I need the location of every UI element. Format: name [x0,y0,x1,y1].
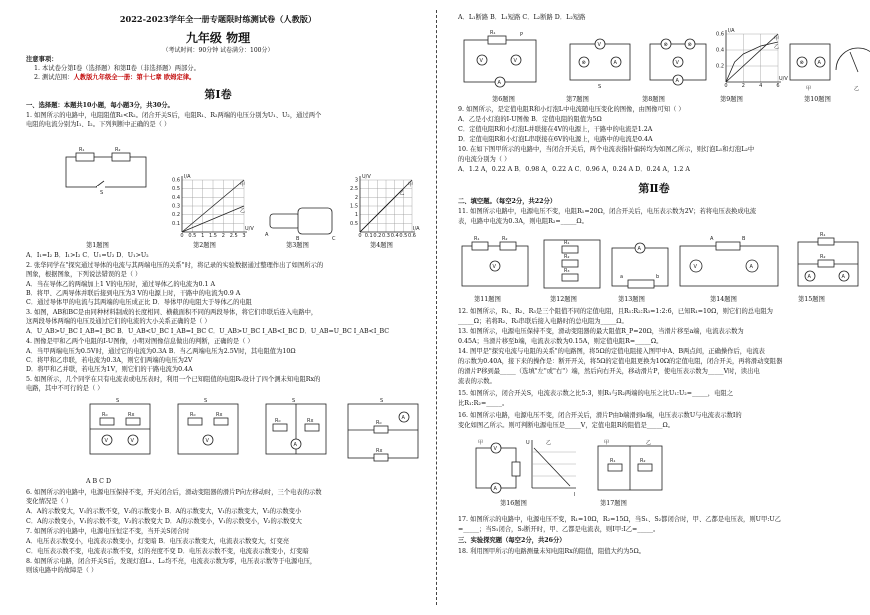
svg-text:R₀: R₀ [190,412,196,418]
q5-circuits [80,394,420,476]
svg-text:V: V [492,264,496,270]
x-axis-label: I/A [413,226,420,232]
y-tick-label: 0.5 [350,220,358,227]
x-tick-label: 0 [358,233,362,239]
svg-text:S: S [598,84,602,90]
q13-line-b: 0.45A；当滑片移至b端，电流表示数为0.15A，则定值电阻R=_____Ω。 [458,338,663,345]
q7-option-cd: C．电压表示数不变，电流表示数不变，灯的亮度不变 D．电压表示数不变，电流表示数变小，灯变暗 [26,548,309,555]
fig17-circuit [598,439,662,490]
x-tick-label: 6 [776,83,780,89]
svg-text:A: A [493,486,497,492]
fig7-circuit [570,39,630,90]
q13-line-a: 13. 如图所示，电源电压保持不变，滑动变阻器的最大阻值R_P=20Ω，当滑片移至a端，电流表示数为 [458,328,744,335]
fig17-caption: 第17题图 [600,500,627,507]
svg-text:R₀: R₀ [275,418,281,424]
series-label: 乙 [774,44,780,50]
q9-option-ab: A．乙是小灯泡的I-U图像 B．定值电阻的阻值为5Ω [458,116,602,123]
svg-text:R₀: R₀ [376,420,382,426]
resistor-r1 [76,153,94,161]
svg-text:⊗: ⊗ [799,60,804,66]
fig11-circuit [462,236,528,286]
fig6-circuit [464,30,536,87]
y-tick-label: 0.6 [716,31,724,38]
svg-text:R₀: R₀ [102,412,108,418]
conductor-ab [270,214,300,228]
y-tick-label: 1.5 [350,203,358,210]
section3-heading: 三、实验探究题（每空2分，共26分） [458,537,566,544]
svg-text:乙: 乙 [646,440,652,446]
svg-text:S: S [204,398,208,404]
fig11-caption: 第11题图 [474,296,501,303]
svg-text:A: A [401,415,405,421]
q4-option-d: D．将甲和乙并联，若电压为1V，则它们的干路电流为0.4A [26,366,193,373]
y-tick-label: 0.4 [172,194,180,201]
fig2-caption: 第2题图 [193,242,216,249]
fig14-circuit [680,236,778,286]
q15-line-a: 15. 如图所示，闭合开关S，电流表示数之比5:3，则R₁与R₂两端的电压之比U₁:U₂=_____，电阻之 [458,390,733,397]
svg-text:R₂: R₂ [502,236,508,242]
svg-text:A: A [817,60,821,66]
svg-text:a: a [620,274,624,280]
svg-text:Rx: Rx [307,418,314,424]
conductor-bc [298,208,332,234]
fig6-caption: 第6题图 [492,96,515,103]
svg-text:R₁: R₁ [490,30,496,36]
fig13-caption: 第13题图 [618,296,645,303]
y-tick-label: 0.4 [716,47,724,54]
svg-text:P: P [520,32,524,38]
q5-option-labels: A B C D [86,478,112,485]
series-line-乙 [360,189,403,232]
fig15-circuit [798,232,858,286]
q6-option-ab: A．A的示数变大，V₁的示数不变，V₂的示数变小 B．A的示数变大，V₁的示数变大，V₂的示数变小 [26,508,302,515]
q10-line-b: 的电流分别为（ ） [458,156,511,163]
svg-text:⊗: ⊗ [581,60,586,66]
svg-text:R₁: R₁ [610,458,616,464]
series-line-甲 [726,34,778,82]
fig16-caption: 第16题图 [500,500,527,507]
x-tick-label: 0.6 [408,233,416,239]
series-label: 甲 [774,36,780,42]
fig7-caption: 第7题图 [566,96,589,103]
q4-option-ab: A．当甲两端电压为0.5V时，通过它的电流为0.3A B．当乙两端电压为2.5V时，其电阻值为10Ω [26,348,296,355]
svg-text:B: B [742,236,746,242]
svg-text:V: V [205,438,209,444]
fig14-caption: 第14题图 [710,296,737,303]
q2-line-b: 图象，根据图象，下列说法错误的是（ ） [26,271,142,278]
svg-text:A: A [841,274,845,280]
series-label: 甲 [408,182,414,188]
x-tick-label: 0.4 [390,233,399,239]
fig12-caption: 第12题图 [550,296,577,303]
resistor-r2 [112,153,130,161]
fig16-graph [526,439,576,498]
svg-text:V: V [693,264,697,270]
fig8-caption: 第8题图 [642,96,665,103]
svg-text:V: V [513,58,517,64]
svg-text:V: V [479,58,483,64]
fig4-chart [348,172,420,242]
q16-line-b: 变化如图乙所示。则可判断电源电压是_____V，定值电阻R的阻值是_____Ω。 [458,422,675,429]
fig15-caption: 第15题图 [798,296,825,303]
svg-text:R₂: R₂ [820,254,826,260]
series-label: 乙 [240,208,246,214]
q7-line-a: 7. 如图所示的电路中，电源电压恒定不变，当开关S闭合时 [26,528,190,535]
svg-text:B: B [296,236,300,242]
q14-line-b: 的示数为0.40A，接下来的操作是：断开开关，将5Ω的定值电阻更换为10Ω的定值电阻，闭合开关，再将滑动变阻器 [458,358,783,365]
svg-text:C: C [332,236,336,242]
series-label: 甲 [240,182,246,188]
q6-option-cd: C．A的示数变小，V₁的示数不变，V₂的示数变大 D．A的示数变小，V₁的示数变小，V₂的示数变大 [26,518,302,525]
svg-text:甲: 甲 [604,440,610,446]
x-tick-label: 0.1 [364,233,373,239]
q17-line-b: =_____；当S₁闭合，S₂断开时，甲、乙都是电流表，则I甲:I乙=_____。 [458,526,660,533]
q9-option-c: C．定值电阻R和小灯泡L并联接在4V的电源上，干路中的电流是1.2A [458,126,653,133]
svg-text:Rx: Rx [216,412,223,418]
ammeter-needle [850,52,858,72]
svg-text:A: A [265,232,269,238]
note-1: 1. 本试卷分第Ⅰ卷（选择题）和第Ⅱ卷（非选择题）两部分。 [34,65,200,72]
q6-line-b: 变化情况是（ ） [26,498,73,505]
fig9-chart [714,26,786,92]
q2-option-cd: C．通过导体甲的电流与其两端的电压成正比 D．导体甲的电阻大于导体乙的电阻 [26,299,252,306]
y-tick-label: 0.1 [172,220,180,227]
svg-text:S: S [292,398,296,404]
x-tick-label: 0 [180,233,184,239]
fig3-caption: 第3题图 [286,242,309,249]
q12-line-a: 12. 如图所示，R₁、R₂、R₃是三个阻值不同的定值电阻，且R₁:R₂:R₃=1:2:6，已知R₁=10Ω，则它们的总电阻为 [458,308,773,315]
x-tick-label: 0.3 [382,233,390,239]
q4-option-c: C．将甲和乙串联，若电流为0.3A，则它们两端的电压为2V [26,357,193,364]
y-tick-label: 2.5 [350,186,358,193]
q5-circuit-d [348,398,418,461]
svg-text:V: V [493,446,497,452]
q11-line-b: 表，电路中电流为0.3A，则电阻R₂=_____Ω。 [458,218,588,225]
svg-text:A: A [710,236,714,242]
part1-heading: 第Ⅰ卷 [204,88,232,101]
x-tick-label: 2 [741,83,745,89]
q5-circuit-b [178,398,238,454]
fig8-circuit [650,39,706,85]
x-tick-label: 1 [201,233,205,239]
x-tick-label: 0.5 [188,233,197,239]
svg-text:b: b [656,274,660,280]
figs-11-to-15 [458,232,868,294]
svg-text:甲: 甲 [806,86,812,92]
q8-options: A．L₁断路 B．L₁短路 C．L₂断路 D．L₂短路 [458,14,586,21]
q17-line-a: 17. 如图所示的电路中，电源电压不变，R₁=10Ω，R₂=15Ω，当S₁、S₂都闭合时，甲、乙都是电压表，则U甲:U乙 [458,516,781,523]
svg-text:S: S [116,398,120,404]
q2-line-a: 2. 张华同学在"探究通过导体的电流与其两端电压的关系"时，将记录的实验数据通过整理作出了如图所示的 [26,262,324,269]
q1-options: A．I₁=I₂ B．I₁>I₂ C．U₁=U₂ D．U₁>U₂ [26,252,149,259]
svg-text:V: V [675,60,679,66]
q5-line-a: 5. 如图所示，几个同学在只有电流表或电压表时，利用一个已知阻值的电阻R₀设计了四个测未知电阻Rx的 [26,376,321,383]
fig13-circuit [612,243,668,288]
fig1-circuit [60,145,152,195]
q2-option-a: A．当在导体乙的两端加上1 V的电压时，通过导体乙的电流为0.1 A [26,281,216,288]
x-tick-label: 0 [724,83,728,89]
q5-line-b: 电路，其中不可行的是（ ） [26,385,104,392]
svg-text:甲: 甲 [478,440,484,446]
svg-text:A: A [675,78,679,84]
q14-line-c: 的滑片P移到最_____（选填"左"或"右"）端，然后向右开关，移动滑片P，使电压表示数为_____V时，读出电 [458,368,760,375]
fig3-conductor [262,200,342,242]
q5-circuit-c [266,398,326,454]
svg-text:S: S [100,190,104,196]
svg-text:Rx: Rx [128,412,135,418]
q5-circuit-a [90,398,150,454]
note-2: 2. 测试范围：人教版九年级全一册：第十七章 欧姆定律。 [34,74,196,81]
figs-6-to-10 [458,26,868,94]
fig16-circuit [476,439,520,493]
svg-text:A: A [497,80,501,86]
svg-text:V: V [130,438,134,444]
svg-text:Rx: Rx [376,448,383,454]
svg-text:A: A [749,264,753,270]
q14-line-a: 14. 图甲是"探究电流与电阻的关系"的电路图，将5Ω的定值电阻接入图甲中A、B两点间，正确操作后，电流表 [458,348,765,355]
q4-line-a: 4. 图像是甲和乙两个电阻的I-U图像，小明对图像信息做出的判断，正确的是（ ） [26,338,254,345]
figs-16-17 [474,436,674,498]
series-line-乙 [726,42,778,82]
fig12-circuit [544,240,600,288]
fig1-caption: 第1题图 [86,242,109,249]
fig4-caption: 第4题图 [370,242,393,249]
y-tick-label: 0.2 [716,63,724,70]
y-tick-label: 3 [354,177,358,184]
q16-line-a: 16. 如图所示电路，电源电压不变，闭合开关后，滑片P由b端滑到a端，电压表示数U与电流表示数I的 [458,412,742,419]
svg-text:R₁: R₁ [474,236,480,242]
q3-options: A．U_AB>U_BC I_AB=I_BC B．U_AB<U_BC I_AB=I_BC C．U_AB>U_BC I_AB<I_BC D．U_AB=U_BC I_AB<I_BC [26,328,390,335]
q18-line: 18. 利用图甲所示的电路测量未知电阻Rx的阻值，阻值大约为5Ω。 [458,548,645,555]
q9-line-a: 9. 如图所示，是定值电阻R和小灯泡L中电流随电压变化的图像，由图像可知（ ） [458,106,685,113]
svg-text:S: S [380,398,384,404]
q14-line-d: 流表的示数。 [458,378,496,385]
x-tick-label: 3 [242,233,246,239]
q8-line-a: 8. 如图所示电路，闭合开关S后，发现灯泡L₁、L₂均不亮，电流表示数为零，电压表示数等于电源电压， [26,558,317,565]
svg-text:V: V [597,42,601,48]
y-tick-label: 0.3 [172,203,180,210]
q6-line-a: 6. 如图所示的电路中，电源电压保持不变，开关闭合后，滑动变阻器的滑片P向左移动时，三个电表的示数 [26,489,322,496]
x-axis-label: U/V [779,76,788,82]
svg-text:⊗: ⊗ [663,42,668,48]
section2-heading: 二、填空题。（每空2分，共22分） [458,198,557,205]
section1-heading: 一、选择题：本题共10小题，每小题3分，共30分。 [26,102,174,109]
q3-line-b: 这两段导体两端的电压及通过它们的电流的大小关系正确的是（ ） [26,318,211,325]
y-axis-label: I/A [184,174,191,180]
svg-text:⊗: ⊗ [687,42,692,48]
right-column [438,0,870,615]
x-tick-label: 0.5 [399,233,408,239]
svg-text:U: U [526,440,530,446]
exam-meta: （考试时间：90分钟 试卷满分：100分） [162,47,274,54]
y-tick-label: 0.2 [172,212,180,219]
svg-text:A: A [613,60,617,66]
svg-text:乙: 乙 [546,440,552,446]
q8-line-b: 则该电路中的故障是（ ） [26,567,98,574]
svg-text:A: A [637,246,641,252]
q10-line-a: 10. 在如下图甲所示的电路中，当闭合开关后，两个电流表指针偏转均为如图乙所示，则灯泡L₁和灯泡L₂中 [458,146,755,153]
y-tick-label: 0.5 [172,186,180,193]
y-axis-label: U/V [362,174,371,180]
x-tick-label: 0.2 [373,233,382,239]
q7-option-ab: A．电压表示数变小，电流表示数变小，灯变暗 B．电压表示数变大，电流表示数变大，灯变亮 [26,538,290,545]
y-tick-label: 1 [354,212,358,219]
svg-text:A: A [293,442,297,448]
svg-text:R₁: R₁ [79,147,85,153]
svg-text:V: V [104,438,108,444]
fig9-caption: 第9题图 [720,96,743,103]
x-tick-label: 4 [759,83,763,89]
svg-text:I: I [574,492,576,498]
q9-option-d: D．定值电阻R和小灯泡L串联接在6V的电源上，电路中的电流是0.4A [458,136,653,143]
x-tick-label: 1.5 [209,233,217,239]
q10-options: A．1.2 A，0.22 A B．0.98 A，0.22 A C．0.96 A，0.24 A D．0.24 A，1.2 A [458,166,690,173]
svg-text:R₂: R₂ [640,458,646,464]
part2-heading: 第Ⅱ卷 [638,182,670,195]
q3-line-a: 3. 如图，AB和BC是由同种材料制成的长度相同、横截面积不同的两段导体，将它们串联后连入电路中， [26,309,318,316]
svg-text:R₁: R₁ [820,232,826,238]
x-tick-label: 2.5 [229,233,238,239]
q15-line-b: 比R₁:R₂=_____。 [458,400,509,407]
fig2-chart [170,172,252,242]
x-axis-label: U/V [245,226,254,232]
svg-text:A: A [807,274,811,280]
fig10-circuit-and-meter [790,44,870,92]
svg-text:R₂: R₂ [564,254,570,260]
exam-title: 2022-2023学年全一册专题限时练测试卷（人教版） [119,14,317,24]
q2-option-b: B．将甲、乙两导体并联后接到电压为3 V的电源上时，干路中的电流为0.9 A [26,290,241,297]
y-tick-label: 0.6 [172,177,180,184]
y-tick-label: 2 [354,194,358,201]
q1-line-b: 电阻的电流分别为I₁、I₂。下列判断中正确的是（ ） [26,121,171,128]
svg-text:R₁: R₁ [564,240,570,246]
q1-line-a: 1. 如图所示的电路中，电阻阻值R₁<R₂。闭合开关S后，电阻R₁、R₂两端的电压分别为U₁、U₂，通过两个 [26,112,322,119]
fig10-caption: 第10题图 [804,96,831,103]
svg-text:R₂: R₂ [115,147,121,153]
notes-label: 注意事项： [26,56,58,63]
svg-text:R₃: R₃ [564,268,570,274]
q12-line-b: _____Ω；若将R₂、R₃串联后接入电路时的总电阻为_____Ω。 [458,318,628,325]
exam-subtitle: 九年级 物理 [185,31,251,45]
x-tick-label: 2 [221,233,225,239]
column-divider [436,10,437,605]
y-axis-label: I/A [728,28,735,34]
svg-text:乙: 乙 [854,86,860,92]
series-label: 乙 [399,190,405,197]
q11-line-a: 11. 如图所示电路中，电源电压不变，电阻R₁=20Ω，闭合开关后，电压表示数为2V；若将电压表换成电流 [458,208,757,215]
